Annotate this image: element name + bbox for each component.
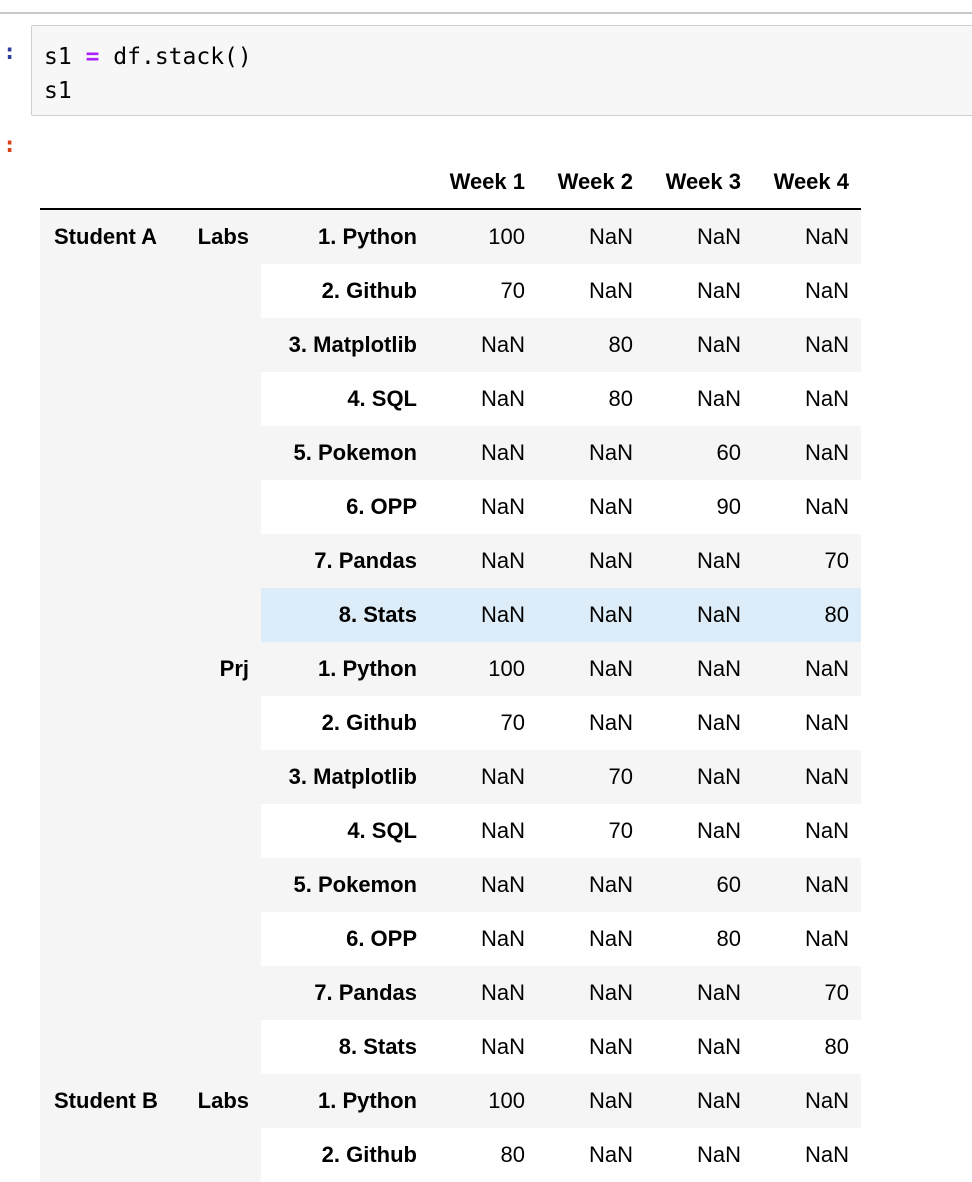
row-index-level2: 5. Pokemon bbox=[261, 426, 429, 480]
table-cell: NaN bbox=[537, 264, 645, 318]
row-index-level0 bbox=[40, 750, 179, 804]
table-cell: NaN bbox=[753, 750, 861, 804]
table-cell: NaN bbox=[429, 1020, 537, 1074]
row-index-level1 bbox=[179, 372, 261, 426]
table-cell: NaN bbox=[429, 966, 537, 1020]
code-assign-operator: = bbox=[85, 44, 100, 70]
index-header-level1 bbox=[179, 156, 261, 209]
table-row bbox=[40, 1074, 861, 1128]
table-cell: 60 bbox=[645, 858, 753, 912]
row-index-level2: 1. Python bbox=[261, 642, 429, 696]
row-index-level1: Prj bbox=[179, 642, 261, 696]
table-cell: NaN bbox=[753, 642, 861, 696]
table-cell: 80 bbox=[753, 1020, 861, 1074]
row-index-level2: 3. Matplotlib bbox=[261, 750, 429, 804]
table-cell: NaN bbox=[537, 966, 645, 1020]
table-cell: NaN bbox=[753, 264, 861, 318]
code-line-1 bbox=[44, 40, 960, 74]
table-cell: NaN bbox=[753, 858, 861, 912]
row-index-level1 bbox=[179, 1128, 261, 1182]
table-row bbox=[40, 642, 861, 696]
table-row bbox=[40, 966, 861, 1020]
table-cell: NaN bbox=[537, 1020, 645, 1074]
row-index-level0 bbox=[40, 480, 179, 534]
output-prompt: : bbox=[3, 133, 17, 158]
table-cell: 70 bbox=[537, 804, 645, 858]
table-cell: 80 bbox=[645, 912, 753, 966]
row-index-level2: 1. Python bbox=[261, 209, 429, 264]
table-cell: NaN bbox=[537, 696, 645, 750]
table-cell: NaN bbox=[753, 912, 861, 966]
table-cell: NaN bbox=[645, 264, 753, 318]
row-index-level1 bbox=[179, 318, 261, 372]
table-cell: NaN bbox=[753, 209, 861, 264]
table-cell: NaN bbox=[645, 588, 753, 642]
table-cell: NaN bbox=[429, 858, 537, 912]
table-cell: 70 bbox=[537, 750, 645, 804]
row-index-level0: Student B bbox=[40, 1074, 179, 1128]
row-index-level0 bbox=[40, 804, 179, 858]
table-cell: 70 bbox=[429, 696, 537, 750]
table-cell: NaN bbox=[537, 1074, 645, 1128]
table-row bbox=[40, 1020, 861, 1074]
row-index-level2: 4. SQL bbox=[261, 372, 429, 426]
row-index-level2: 2. Github bbox=[261, 1128, 429, 1182]
row-index-level0: Student A bbox=[40, 209, 179, 264]
table-cell: NaN bbox=[753, 318, 861, 372]
table-row bbox=[40, 588, 861, 642]
table-cell: NaN bbox=[753, 1074, 861, 1128]
table-cell: 80 bbox=[429, 1128, 537, 1182]
table-cell: 100 bbox=[429, 1074, 537, 1128]
table-cell: NaN bbox=[753, 804, 861, 858]
row-index-level2: 6. OPP bbox=[261, 480, 429, 534]
row-index-level1 bbox=[179, 912, 261, 966]
table-cell: NaN bbox=[753, 1128, 861, 1182]
index-header-level2 bbox=[261, 156, 429, 209]
row-index-level1 bbox=[179, 966, 261, 1020]
row-index-level1 bbox=[179, 750, 261, 804]
table-cell: 60 bbox=[645, 426, 753, 480]
table-cell: NaN bbox=[645, 642, 753, 696]
table-cell: 70 bbox=[753, 966, 861, 1020]
column-header: Week 1 bbox=[429, 156, 537, 209]
table-cell: NaN bbox=[537, 642, 645, 696]
dataframe-output-table bbox=[40, 156, 861, 1182]
table-cell: NaN bbox=[537, 209, 645, 264]
table-cell: NaN bbox=[429, 426, 537, 480]
table-cell: NaN bbox=[645, 750, 753, 804]
table-row bbox=[40, 1128, 861, 1182]
table-cell: NaN bbox=[429, 480, 537, 534]
code-expression: df.stack() bbox=[113, 44, 252, 70]
table-cell: NaN bbox=[645, 966, 753, 1020]
row-index-level2: 2. Github bbox=[261, 264, 429, 318]
table-cell: NaN bbox=[537, 480, 645, 534]
row-index-level1 bbox=[179, 696, 261, 750]
row-index-level1 bbox=[179, 858, 261, 912]
row-index-level0 bbox=[40, 1020, 179, 1074]
table-cell: NaN bbox=[429, 534, 537, 588]
row-index-level1 bbox=[179, 480, 261, 534]
table-row bbox=[40, 858, 861, 912]
table-cell: NaN bbox=[753, 480, 861, 534]
code-line-2: s1 bbox=[44, 78, 72, 104]
table-cell: NaN bbox=[537, 912, 645, 966]
row-index-level2: 7. Pandas bbox=[261, 534, 429, 588]
row-index-level0 bbox=[40, 696, 179, 750]
cell-top-divider bbox=[0, 12, 972, 14]
table-row bbox=[40, 264, 861, 318]
table-cell: 100 bbox=[429, 642, 537, 696]
table-cell: NaN bbox=[645, 696, 753, 750]
row-index-level2: 4. SQL bbox=[261, 804, 429, 858]
row-index-level2: 7. Pandas bbox=[261, 966, 429, 1020]
row-index-level0 bbox=[40, 534, 179, 588]
table-cell: NaN bbox=[753, 696, 861, 750]
table-cell: NaN bbox=[645, 1020, 753, 1074]
table-cell: NaN bbox=[645, 372, 753, 426]
table-cell: NaN bbox=[429, 912, 537, 966]
row-index-level0 bbox=[40, 426, 179, 480]
row-index-level2: 3. Matplotlib bbox=[261, 318, 429, 372]
table-cell: NaN bbox=[645, 318, 753, 372]
row-index-level0 bbox=[40, 1128, 179, 1182]
column-header: Week 4 bbox=[753, 156, 861, 209]
table-row bbox=[40, 372, 861, 426]
index-header-level0 bbox=[40, 156, 179, 209]
table-cell: NaN bbox=[753, 426, 861, 480]
table-row bbox=[40, 426, 861, 480]
table-cell: 70 bbox=[753, 534, 861, 588]
row-index-level1: Labs bbox=[179, 209, 261, 264]
table-cell: NaN bbox=[429, 804, 537, 858]
table-cell: NaN bbox=[537, 426, 645, 480]
code-cell-editor[interactable] bbox=[31, 25, 972, 116]
table-cell: 80 bbox=[537, 318, 645, 372]
row-index-level0 bbox=[40, 588, 179, 642]
table-cell: NaN bbox=[537, 588, 645, 642]
row-index-level0 bbox=[40, 966, 179, 1020]
table-row bbox=[40, 750, 861, 804]
table-cell: NaN bbox=[645, 209, 753, 264]
table-cell: NaN bbox=[429, 588, 537, 642]
row-index-level1 bbox=[179, 588, 261, 642]
row-index-level0 bbox=[40, 642, 179, 696]
table-row bbox=[40, 318, 861, 372]
row-index-level1 bbox=[179, 534, 261, 588]
row-index-level2: 1. Python bbox=[261, 1074, 429, 1128]
code-variable: s1 bbox=[44, 44, 72, 70]
table-cell: NaN bbox=[537, 858, 645, 912]
row-index-level0 bbox=[40, 318, 179, 372]
table-row bbox=[40, 804, 861, 858]
table-cell: NaN bbox=[645, 1074, 753, 1128]
row-index-level1 bbox=[179, 264, 261, 318]
row-index-level1 bbox=[179, 804, 261, 858]
column-header: Week 3 bbox=[645, 156, 753, 209]
row-index-level0 bbox=[40, 372, 179, 426]
row-index-level2: 5. Pokemon bbox=[261, 858, 429, 912]
row-index-level2: 8. Stats bbox=[261, 1020, 429, 1074]
column-header: Week 2 bbox=[537, 156, 645, 209]
table-row bbox=[40, 534, 861, 588]
table-cell: 100 bbox=[429, 209, 537, 264]
table-cell: NaN bbox=[429, 372, 537, 426]
row-index-level1: Labs bbox=[179, 1074, 261, 1128]
table-cell: NaN bbox=[429, 750, 537, 804]
table-row bbox=[40, 912, 861, 966]
table-cell: 80 bbox=[753, 588, 861, 642]
table-header-row bbox=[40, 156, 861, 209]
table-cell: NaN bbox=[645, 534, 753, 588]
row-index-level0 bbox=[40, 264, 179, 318]
table-cell: NaN bbox=[645, 804, 753, 858]
row-index-level0 bbox=[40, 858, 179, 912]
row-index-level2: 6. OPP bbox=[261, 912, 429, 966]
table-cell: NaN bbox=[753, 372, 861, 426]
table-cell: NaN bbox=[537, 534, 645, 588]
table-cell: NaN bbox=[429, 318, 537, 372]
row-index-level2: 8. Stats bbox=[261, 588, 429, 642]
table-cell: 90 bbox=[645, 480, 753, 534]
row-index-level0 bbox=[40, 912, 179, 966]
table-cell: 70 bbox=[429, 264, 537, 318]
table-cell: 80 bbox=[537, 372, 645, 426]
row-index-level1 bbox=[179, 1020, 261, 1074]
table-cell: NaN bbox=[645, 1128, 753, 1182]
table-row bbox=[40, 696, 861, 750]
row-index-level2: 2. Github bbox=[261, 696, 429, 750]
table-cell: NaN bbox=[537, 1128, 645, 1182]
table-row bbox=[40, 480, 861, 534]
row-index-level1 bbox=[179, 426, 261, 480]
input-prompt: : bbox=[3, 40, 17, 65]
table-row bbox=[40, 209, 861, 264]
